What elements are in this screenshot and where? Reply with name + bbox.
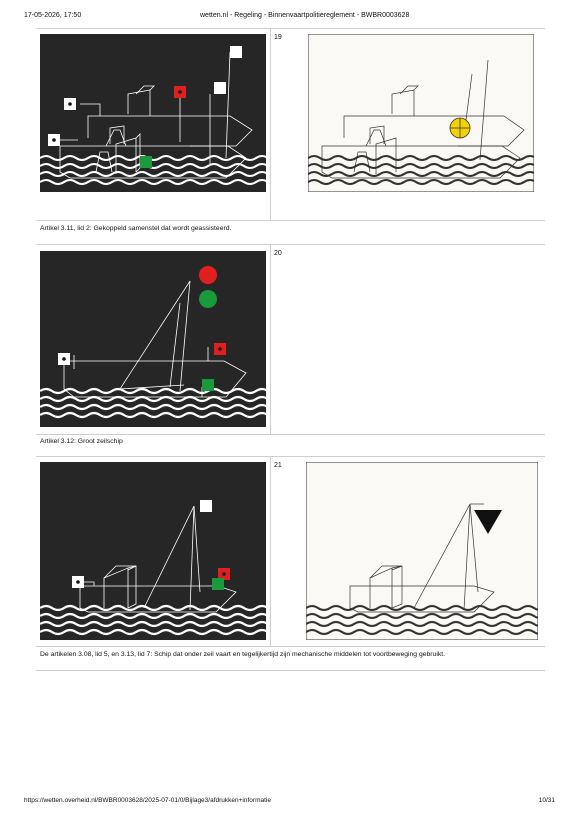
divider bbox=[36, 646, 545, 647]
figure-caption: De artikelen 3.08, lid 5, en 3.13, lid 7: Schip dat onder zeil vaart en tegelijkertijd zijn mechanische middelen tot voortbeweging gebruikt. bbox=[40, 651, 446, 658]
figure-19-day bbox=[308, 34, 534, 192]
print-title: wetten.nl - Regeling - Binnenvaartpolitiereglement - BWBR0003628 bbox=[200, 12, 410, 19]
column-divider bbox=[270, 244, 271, 434]
figure-caption: Artikel 3.12: Groot zeilschip bbox=[40, 438, 123, 445]
figure-21-day bbox=[306, 462, 538, 640]
figure-20-night bbox=[40, 251, 266, 427]
figure-caption: Artikel 3.11, lid 2: Gekoppeld samenstel dat wordt geassisteerd. bbox=[40, 225, 232, 232]
page-number: 10/31 bbox=[538, 797, 555, 804]
divider bbox=[36, 434, 545, 435]
figure-19-night bbox=[40, 34, 266, 192]
divider bbox=[36, 456, 545, 457]
divider bbox=[36, 220, 545, 221]
figure-number: 20 bbox=[274, 250, 282, 257]
divider bbox=[36, 670, 545, 671]
figure-21-night bbox=[40, 462, 266, 640]
column-divider bbox=[270, 28, 271, 220]
print-url: https://wetten.overheid.nl/BWBR0003628/2025-07-01/0/Bijlage3/afdrukken+informatie bbox=[24, 797, 271, 804]
divider bbox=[36, 244, 545, 245]
print-datetime: 17-05-2026, 17:50 bbox=[24, 12, 82, 19]
figure-number: 21 bbox=[274, 462, 282, 469]
divider bbox=[36, 28, 545, 29]
figure-number: 19 bbox=[274, 34, 282, 41]
column-divider bbox=[270, 456, 271, 646]
